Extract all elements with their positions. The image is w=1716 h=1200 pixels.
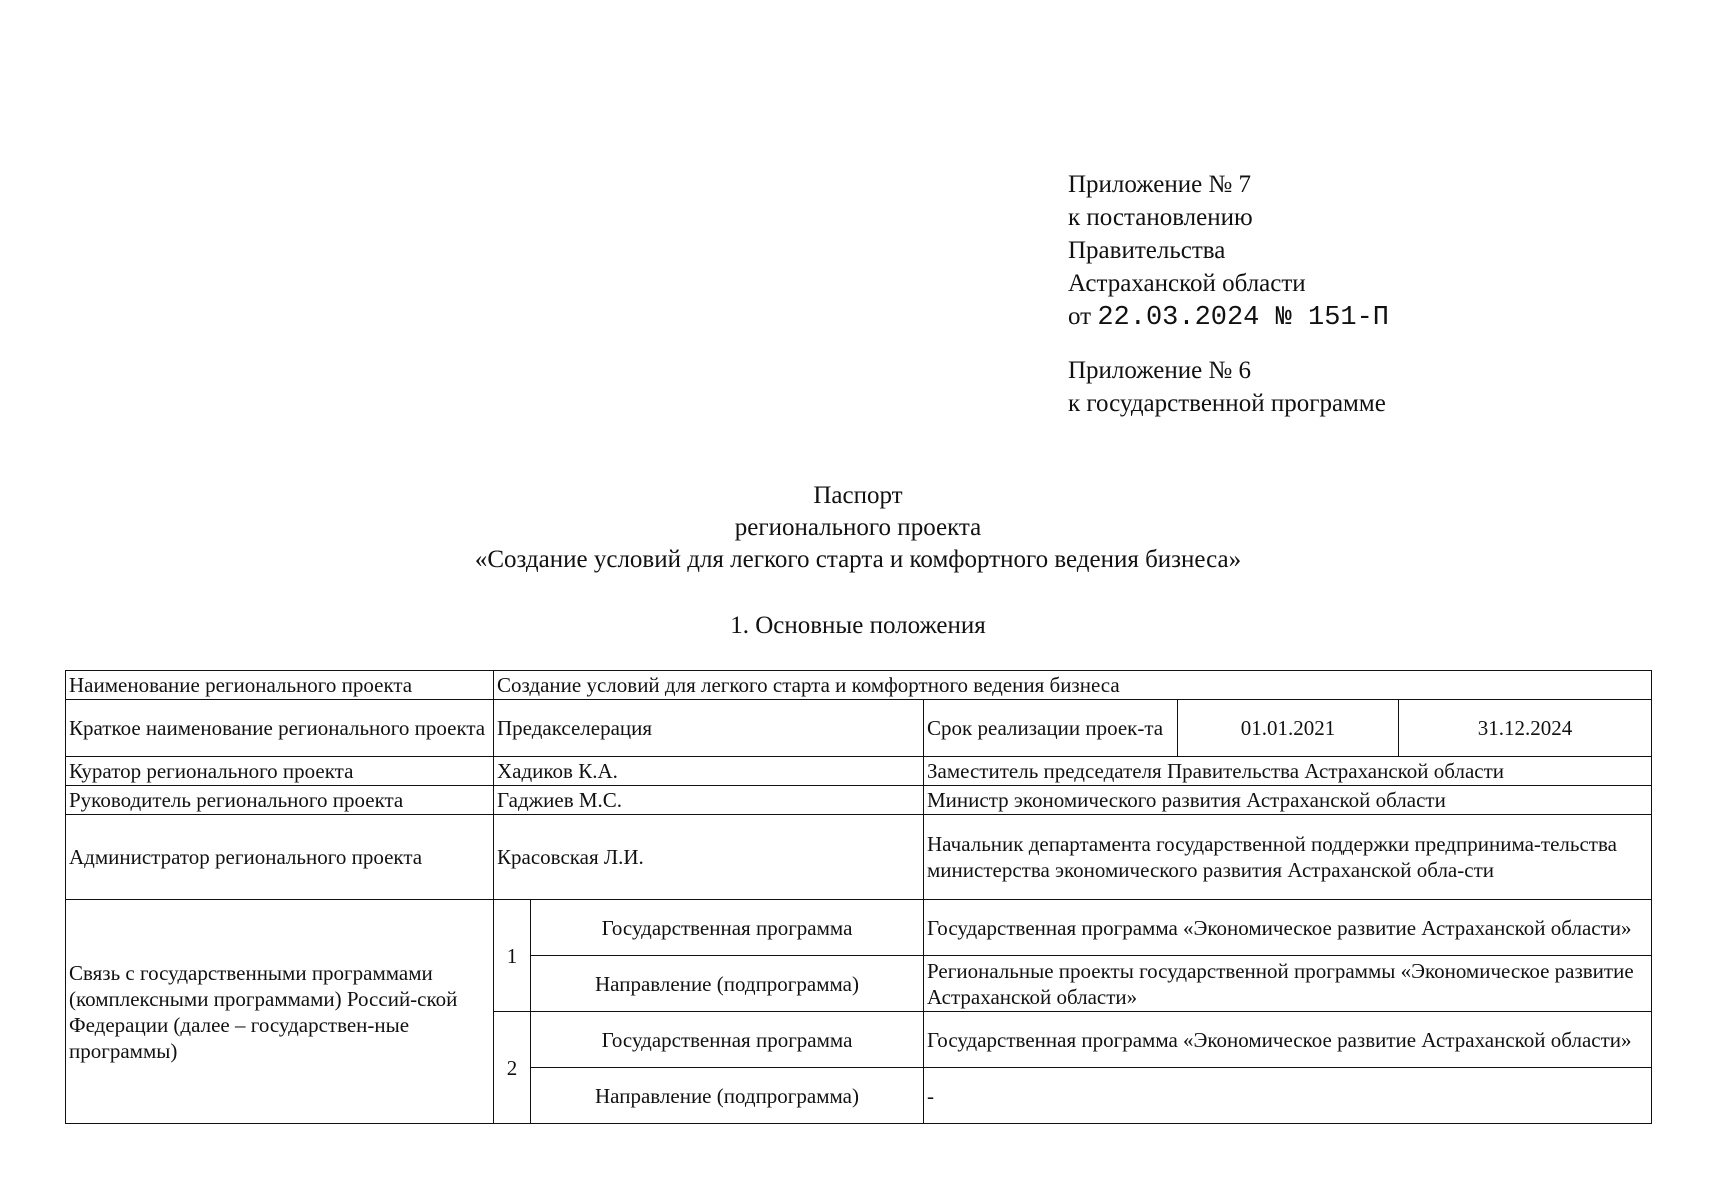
term-start: 01.01.2021: [1178, 700, 1399, 757]
document-title: [0, 480, 1716, 576]
appendix-line-2: к постановлению: [1068, 204, 1253, 231]
admin-position: Начальник департамента государственной поддержки предпринима-тельства министерства экономического развития Астраханской обла-сти: [924, 815, 1652, 900]
title-line-3: «Создание условий для легкого старта и комфортного ведения бизнеса»: [474, 546, 1242, 573]
section-heading: 1. Основные положения: [730, 612, 986, 639]
head-name: Гаджиев М.С.: [494, 786, 924, 815]
link-1-direction-value: Региональные проекты государственной программы «Экономическое развитие Астраханской области»: [924, 956, 1652, 1012]
link-1-program-label: Государственная программа: [531, 900, 924, 956]
admin-label: Администратор регионального проекта: [66, 815, 494, 900]
table-row: [66, 815, 1652, 900]
appendix-line-4: Астраханской области: [1068, 270, 1306, 297]
curator-position: Заместитель председателя Правительства Астраханской области: [924, 757, 1652, 786]
term-end: 31.12.2024: [1399, 700, 1652, 757]
name-value: Создание условий для легкого старта и комфортного ведения бизнеса: [494, 671, 1652, 700]
short-name-label: Краткое наименование регионального проекта: [66, 700, 494, 757]
admin-name: Красовская Л.И.: [494, 815, 924, 900]
name-label: Наименование регионального проекта: [66, 671, 494, 700]
table-row: [66, 700, 1652, 757]
table-row: [66, 900, 1652, 956]
date-prefix: от: [1068, 303, 1092, 330]
link-2-program-label: Государственная программа: [531, 1012, 924, 1068]
curator-name: Хадиков К.А.: [494, 757, 924, 786]
appendix-line-1: Приложение № 7: [1068, 171, 1252, 198]
table-row: [66, 757, 1652, 786]
head-position: Министр экономического развития Астраханской области: [924, 786, 1652, 815]
term-label: Срок реализации проек-та: [924, 700, 1178, 757]
table-row: [66, 786, 1652, 815]
appendix-program: [1068, 354, 1386, 420]
title-line-2: регионального проекта: [734, 514, 982, 541]
link-1-program-value: Государственная программа «Экономическое развитие Астраханской области»: [924, 900, 1652, 956]
appendix-date-line: [1068, 300, 1389, 335]
link-1-direction-label: Направление (подпрограмма): [531, 956, 924, 1012]
passport-table: [65, 670, 1652, 1124]
link-number-1: 1: [494, 900, 531, 1012]
table-row: [66, 671, 1652, 700]
curator-label: Куратор регионального проекта: [66, 757, 494, 786]
link-2-program-value: Государственная программа «Экономическое развитие Астраханской области»: [924, 1012, 1652, 1068]
link-2-direction-label: Направление (подпрограмма): [531, 1068, 924, 1124]
head-label: Руководитель регионального проекта: [66, 786, 494, 815]
title-line-1: Паспорт: [813, 482, 903, 509]
program-link-label: Связь с государственными программами (комплексными программами) Россий-ской Федерации (далее – государствен-ные программы): [66, 900, 494, 1124]
link-number-2: 2: [494, 1012, 531, 1124]
appendix2-line-2: к государственной программе: [1068, 390, 1386, 417]
link-2-direction-value: -: [924, 1068, 1652, 1124]
appendix2-line-1: Приложение № 6: [1068, 357, 1252, 384]
short-name-value: Предакселерация: [494, 700, 924, 757]
date-number-stamp: 22.03.2024 № 151-П: [1097, 303, 1390, 333]
appendix-line-3: Правительства: [1068, 237, 1226, 264]
appendix-header: [1068, 168, 1389, 335]
